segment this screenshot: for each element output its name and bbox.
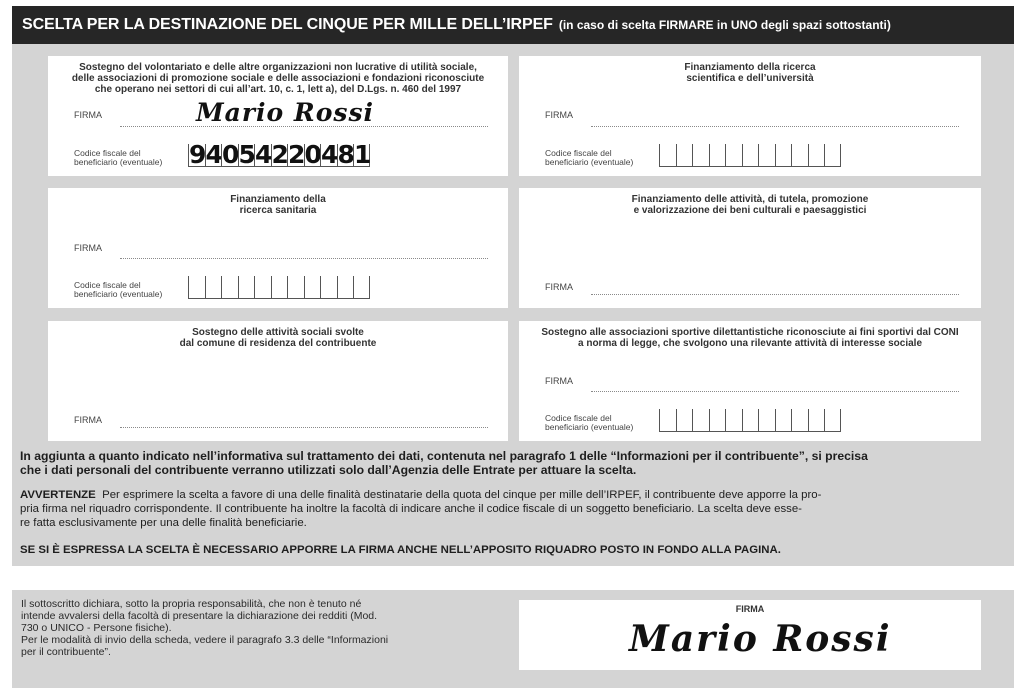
box-beni-culturali-title: Finanziamento delle attività, di tutela, promozione e valorizzazione dei beni culturali e paesaggistici	[631, 194, 869, 216]
cf-digit[interactable]: 4	[205, 140, 223, 169]
cf-digit[interactable]	[659, 409, 676, 431]
cf-digit[interactable]	[758, 144, 775, 166]
cf-digit[interactable]	[676, 409, 693, 431]
choice-panel	[12, 44, 1014, 566]
cf-digit[interactable]	[271, 276, 288, 298]
cf-digit[interactable]: 2	[271, 140, 289, 169]
box-comune-residenza-title: Sostegno delle attività sociali svolte dal comune di residenza del contribuente	[179, 327, 377, 349]
firma-label: FIRMA	[74, 243, 102, 253]
firma-label: FIRMA	[74, 415, 102, 425]
cf-digit[interactable]	[304, 276, 321, 298]
cf-digit[interactable]	[254, 276, 271, 298]
box-volontariato	[48, 56, 508, 176]
cf-digit[interactable]	[725, 409, 742, 431]
cf-digit[interactable]	[725, 144, 742, 166]
form-subtitle: (in caso di scelta FIRMARE in UNO degli spazi sottostanti)	[558, 18, 891, 32]
cf-digit[interactable]	[238, 276, 255, 298]
declaration-text: Il sottoscritto dichiara, sotto la propria responsabilità, che non è tenuto né intende avvalersi della facoltà di presentare la dichiarazione dei redditi (Mod. 730 o UNICO - Persone fisiche). Per le modalità di invio della scheda, vedere il paragrafo 3.3 delle “Informazioni per il contribuente”.	[21, 598, 389, 658]
firma-label: FIRMA	[545, 376, 573, 386]
signature-line[interactable]	[591, 391, 959, 392]
firma-label: FIRMA	[74, 110, 102, 120]
cf-digit[interactable]	[353, 276, 370, 298]
cf-digit[interactable]	[287, 276, 304, 298]
cf-digit[interactable]	[676, 144, 693, 166]
cf-digit[interactable]: 4	[255, 140, 273, 169]
cf-digit[interactable]	[320, 276, 337, 298]
cf-digit[interactable]: 2	[288, 140, 306, 169]
codice-fiscale-label: Codice fiscale del beneficiario (eventuale)	[74, 148, 163, 167]
codice-fiscale-field[interactable]	[188, 140, 372, 169]
cf-digit[interactable]	[742, 409, 759, 431]
cf-digit[interactable]	[188, 276, 205, 298]
cf-digit[interactable]	[221, 276, 238, 298]
cf-digit[interactable]: 0	[222, 140, 240, 169]
cf-digit[interactable]: 1	[354, 140, 372, 169]
codice-fiscale-label: Codice fiscale del beneficiario (eventuale)	[545, 413, 634, 432]
signature-volontariato[interactable]: Mario Rossi	[196, 98, 375, 127]
cf-digit[interactable]	[692, 144, 709, 166]
cf-digit[interactable]	[709, 409, 726, 431]
cf-digit[interactable]: 4	[321, 140, 339, 169]
box-associazioni-sportive-title: Sostegno alle associazioni sportive dilettantistiche riconosciute ai fini sportivi dal CONI a norma di legge, che svolgono una rilevante attività di interesse sociale	[541, 327, 959, 349]
box-ricerca-scientifica-title: Finanziamento della ricerca scientifica e dell’università	[684, 62, 816, 84]
firma-label: FIRMA	[545, 110, 573, 120]
declaration-signature[interactable]: Mario Rossi	[629, 618, 892, 660]
cf-digit[interactable]: 0	[304, 140, 322, 169]
cf-digit[interactable]	[742, 144, 759, 166]
box-comune-residenza	[48, 321, 508, 441]
signature-line[interactable]	[120, 258, 488, 259]
cf-digit[interactable]	[808, 144, 825, 166]
signature-line[interactable]	[591, 126, 959, 127]
declaration-firma-label: FIRMA	[735, 604, 765, 614]
cf-digit[interactable]	[775, 144, 792, 166]
cf-digit[interactable]: 8	[337, 140, 355, 169]
declaration-panel	[12, 590, 1014, 688]
codice-fiscale-field[interactable]	[188, 276, 370, 299]
cf-digit[interactable]: 9	[189, 140, 207, 169]
cf-digit[interactable]	[758, 409, 775, 431]
box-associazioni-sportive	[519, 321, 981, 441]
cf-digit[interactable]	[791, 144, 808, 166]
form-title: SCELTA PER LA DESTINAZIONE DEL CINQUE PER MILLE DELL’IRPEF	[22, 16, 553, 33]
declaration-signature-box[interactable]	[519, 600, 981, 670]
avvertenze-text: AVVERTENZE Per esprimere la scelta a favore di una delle finalità destinatarie della quota del cinque per mille dell’IRPEF, il contribuente deve apporre la pro- pria firma nel riquadro corrispondente. Il contribuente ha inoltre la facoltà di indicare anche il codice fiscale di un soggetto beneficiario. La scelta deve esse- re fatta esclusivamente per una delle finalità beneficiarie.	[20, 489, 822, 529]
codice-fiscale-field[interactable]	[659, 409, 841, 432]
cf-digit[interactable]	[775, 409, 792, 431]
cf-digit[interactable]	[709, 144, 726, 166]
cf-digit[interactable]	[791, 409, 808, 431]
codice-fiscale-label: Codice fiscale del beneficiario (eventuale)	[545, 148, 634, 167]
codice-fiscale-field[interactable]	[659, 144, 841, 167]
avvertenze-label: AVVERTENZE	[20, 489, 96, 501]
firma-label: FIRMA	[545, 282, 573, 292]
cf-digit[interactable]	[659, 144, 676, 166]
codice-fiscale-label: Codice fiscale del beneficiario (eventuale)	[74, 280, 163, 299]
cf-digit[interactable]: 5	[238, 140, 256, 169]
cf-digit[interactable]	[337, 276, 354, 298]
cf-digit[interactable]	[808, 409, 825, 431]
info-intro: In aggiunta a quanto indicato nell’informativa sul trattamento dei dati, contenuta nel paragrafo 1 delle “Informazioni per il contribuente”, si precisa che i dati personali del contribuente verranno utilizzati solo dall’Agenzia delle Entrate per attuare la scelta.	[20, 449, 868, 477]
cf-digit[interactable]	[692, 409, 709, 431]
signature-line[interactable]	[591, 294, 959, 295]
cf-digit[interactable]	[824, 144, 841, 166]
cf-digit[interactable]	[205, 276, 222, 298]
box-ricerca-sanitaria-title: Finanziamento della ricerca sanitaria	[230, 194, 326, 216]
cf-digit[interactable]	[824, 409, 841, 431]
box-ricerca-sanitaria	[48, 188, 508, 308]
form-header	[12, 6, 1014, 44]
box-volontariato-title: Sostegno del volontariato e delle altre organizzazioni non lucrative di utilità sociale, delle associazioni di promozione sociale e delle associazioni e fondazioni riconosciute che operano nei settori di cui all’art. 10, c. 1, lett a), del D.Lgs. n. 460 del 1997	[71, 62, 485, 95]
box-ricerca-scientifica	[519, 56, 981, 176]
info-note: SE SI È ESPRESSA LA SCELTA È NECESSARIO APPORRE LA FIRMA ANCHE NELL’APPOSITO RIQUADRO POSTO IN FONDO ALLA PAGINA.	[20, 544, 781, 556]
signature-line[interactable]	[120, 427, 488, 428]
box-beni-culturali	[519, 188, 981, 308]
